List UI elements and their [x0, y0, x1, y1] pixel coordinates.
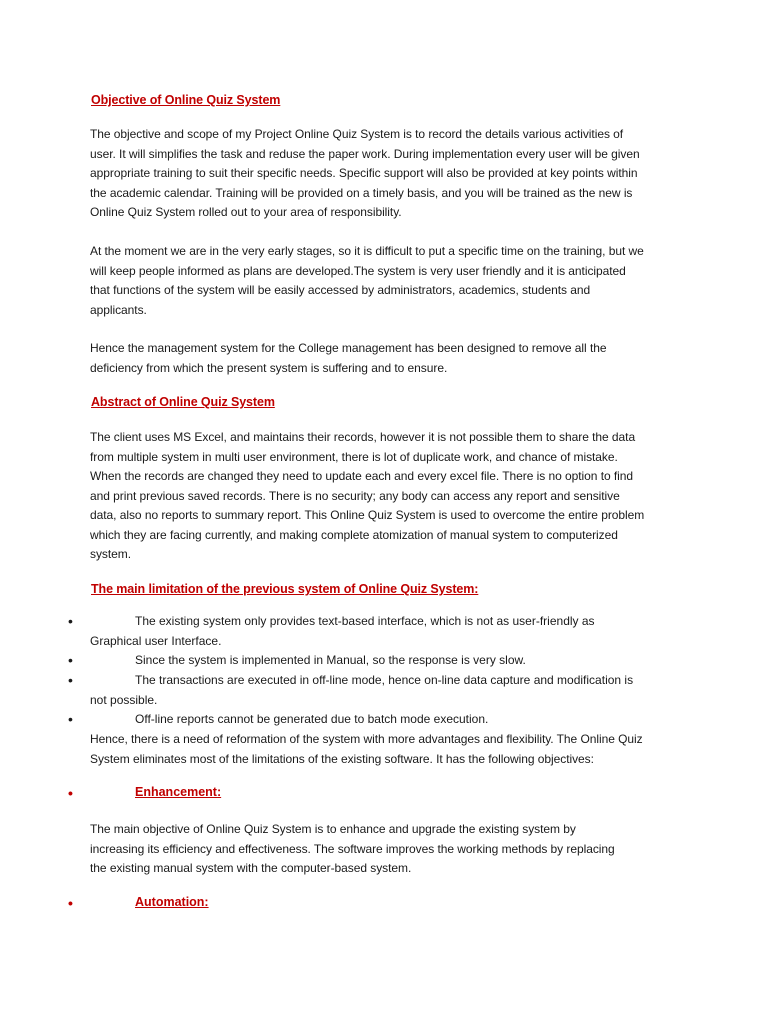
- abstract-heading: Abstract of Online Quiz System: [91, 395, 275, 409]
- text-line: The main objective of Online Quiz System is to enhance and upgrade the existing system by: [90, 822, 576, 836]
- text-line: data, also no reports to summary report. This Online Quiz System is used to overcome the entire problem: [90, 508, 645, 522]
- limitation-text-continued: Graphical user Interface.: [90, 633, 222, 648]
- text-line: which they are facing currently, and making complete atomization of manual system to computerized: [90, 527, 618, 542]
- limitation-text: Since the system is implemented in Manual, so the response is very slow.: [135, 653, 526, 667]
- objective-paragraph-3: [90, 339, 690, 378]
- text-line: system.: [90, 547, 131, 561]
- bullet-icon: •: [68, 711, 73, 727]
- limitations-closing-paragraph: [90, 730, 690, 769]
- limitation-text: The transactions are executed in off-line mode, hence on-line data capture and modification is: [135, 673, 634, 687]
- text-line: increasing its efficiency and effectiveness. The software improves the working methods by replacing: [90, 841, 615, 856]
- text-line: When the records are changed they need to update each and every excel file. There is no option to find: [90, 469, 634, 483]
- bullet-icon: •: [68, 785, 73, 801]
- text-line: appropriate training to suit their specific needs. Specific support will also be provided at key points within: [90, 166, 638, 180]
- text-line: Hence, there is a need of reformation of the system with more advantages and flexibility. The Online Quiz: [90, 732, 643, 746]
- text-line: user. It will simplifies the task and reduse the paper work. During implementation every user will be given: [90, 146, 640, 161]
- limitation-text-continued: not possible.: [90, 692, 158, 707]
- limitation-text: Off-line reports cannot be generated due to batch mode execution.: [135, 712, 489, 726]
- text-line: that functions of the system will be easily accessed by administrators, academics, students and: [90, 283, 591, 297]
- text-line: Online Quiz System rolled out to your area of responsibility.: [90, 205, 402, 219]
- objective-paragraph-1: [90, 125, 690, 223]
- text-line: will keep people informed as plans are developed.The system is very user friendly and it is anticipated: [90, 263, 626, 278]
- bullet-icon: •: [68, 613, 73, 629]
- text-line: Hence the management system for the College management has been designed to remove all the: [90, 341, 607, 355]
- objective-paragraph-2: [90, 242, 690, 320]
- enhancement-heading-text: Enhancement:: [135, 785, 222, 799]
- bullet-icon: •: [68, 895, 73, 911]
- limitations-heading: The main limitation of the previous system of Online Quiz System:: [91, 582, 479, 596]
- bullet-icon: •: [68, 672, 73, 688]
- text-line: the existing manual system with the computer-based system.: [90, 861, 412, 875]
- text-line: and print previous saved records. There is no security; any body can access any report and sensitive: [90, 488, 620, 503]
- objective-heading: Objective of Online Quiz System: [91, 93, 281, 107]
- text-line: The objective and scope of my Project Online Quiz System is to record the details various activities of: [90, 127, 624, 141]
- text-line: System eliminates most of the limitations of the existing software. It has the following objectives:: [90, 751, 594, 766]
- text-line: deficiency from which the present system is suffering and to ensure.: [90, 360, 448, 375]
- text-line: At the moment we are in the very early stages, so it is difficult to put a specific time on the training, but we: [90, 244, 644, 258]
- text-line: the academic calendar. Training will be provided on a timely basis, and you will be trained as the new is: [90, 185, 633, 200]
- limitation-text: The existing system only provides text-based interface, which is not as user-friendly as: [135, 614, 595, 628]
- abstract-paragraph: [90, 428, 690, 565]
- text-line: The client uses MS Excel, and maintains their records, however it is not possible them to share the data: [90, 430, 636, 444]
- text-line: from multiple system in multi user environment, there is lot of duplicate work, and chance of mistake.: [90, 449, 618, 464]
- enhancement-paragraph: [90, 820, 690, 879]
- text-line: applicants.: [90, 302, 147, 317]
- bullet-icon: •: [68, 652, 73, 668]
- automation-heading-text: Automation:: [135, 895, 209, 909]
